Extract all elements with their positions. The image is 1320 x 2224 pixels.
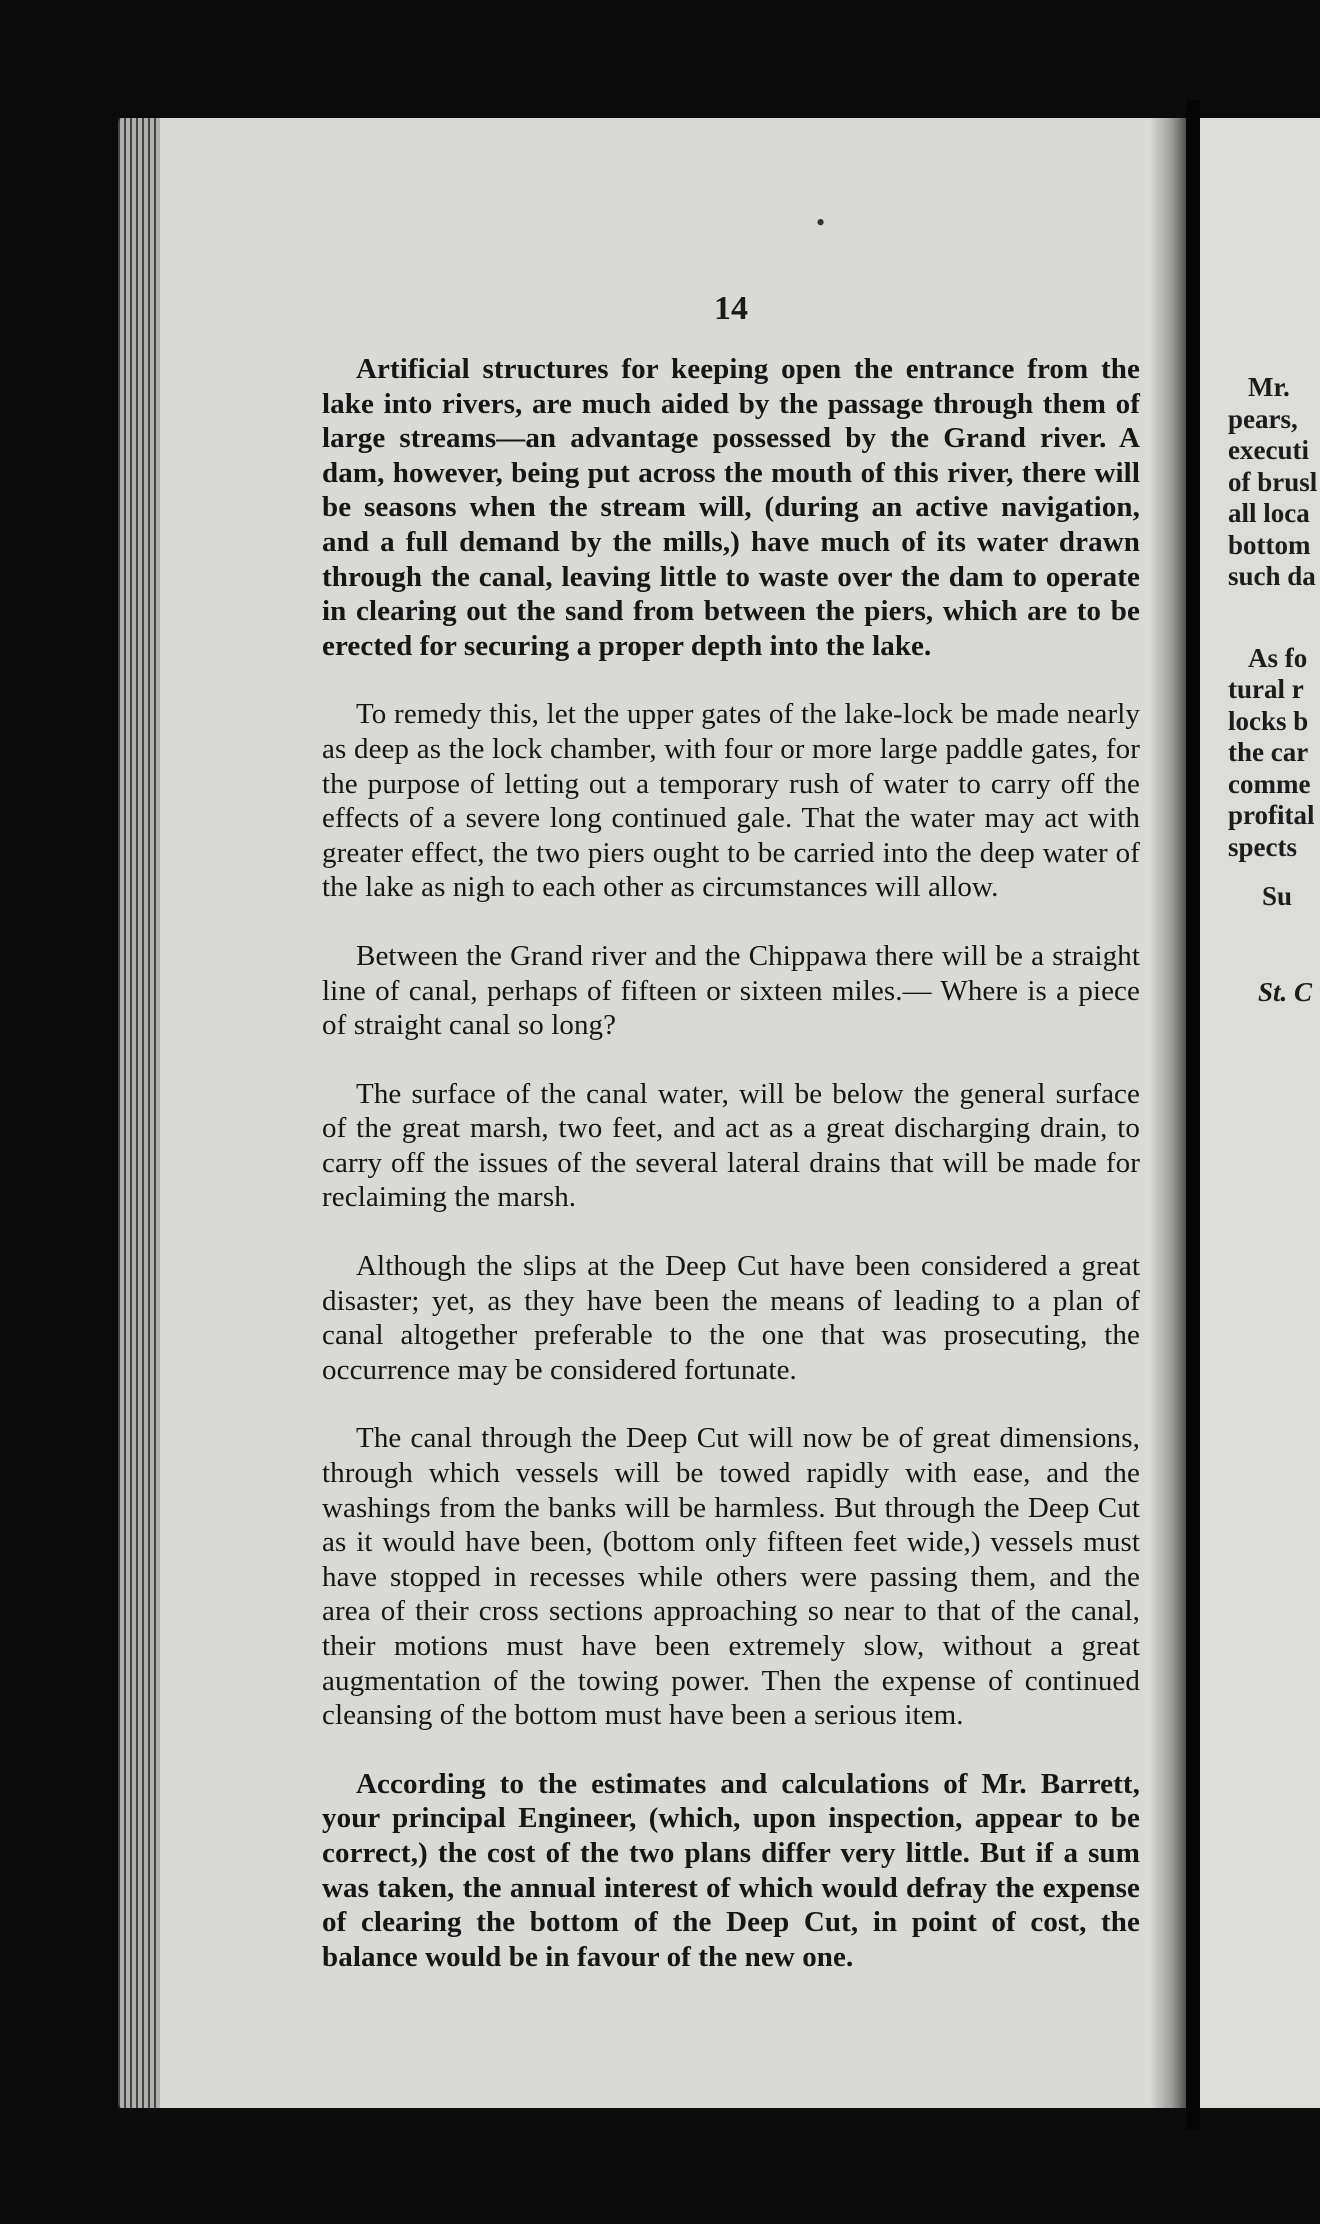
ink-speck: • [816,208,826,237]
right-line: of brusl [1228,466,1318,497]
right-line: spects [1228,831,1297,862]
right-line: all loca [1228,498,1310,528]
right-line: such da [1228,561,1316,591]
right-page-text [1228,372,1320,1008]
right-line: executi [1228,435,1309,465]
paragraph-1: Artificial structures for keeping open the entrance from the lake into rivers, are much aided by the passage through them of large streams—an advantage possessed by the Grand river. A dam, however, being put across the mouth of this river, there will be seasons when the stream will, (during an active navigation, and a full demand by the mills,) have much of its water drawn through the canal, leaving little to waste over the dam to operate in clearing out the sand from between the piers, which are to be erected for securing a proper depth into the lake. [322,353,1140,662]
page-edges [118,118,160,2108]
paragraph-5: Although the slips at the Deep Cut have been considered a great disaster; yet, as they have been the means of leading to a plan of canal altogether preferable to the one that was prosecuting, the occurrence may be considered fortunate. [322,1250,1140,1386]
left-page-text [322,352,1140,2008]
book-spine [1186,100,1200,2130]
page-number: 14 [714,290,748,327]
paragraph-7: According to the estimates and calculations of Mr. Barrett, your principal Engineer, (which, upon inspection, appear to be correct,) the cost of the two plans differ very little. But if a sum was taken, the annual interest of which would defray the expense of clearing the bottom of the Deep Cut, in point of cost, the balance would be in favour of the new one. [322,1767,1140,1973]
right-line: Mr. [1248,372,1290,402]
paragraph-4: The surface of the canal water, will be below the general surface of the great marsh, two feet, and act as a great discharging drain, to carry off the issues of the several lateral drains that will be made for reclaiming the marsh. [322,1077,1140,1214]
right-line: tural r [1228,674,1304,704]
right-line: profital [1228,800,1315,830]
right-line: St. C [1258,976,1313,1007]
paragraph-3: Between the Grand river and the Chippawa there will be a straight line of canal, perhaps of fifteen or sixteen miles.— Where is a piece of straight canal so long? [322,939,1140,1042]
right-line: Su [1262,881,1293,911]
right-line: locks b [1228,705,1309,736]
right-line: bottom [1228,529,1311,560]
right-line: As fo [1248,642,1308,673]
book-gutter [1150,118,1190,2108]
paragraph-2: To remedy this, let the upper gates of the lake-lock be made nearly as deep as the lock chamber, with four or more large paddle gates, for the purpose of letting out a temporary rush of water to carry off the effects of a severe long continued gale. That the water may act with greater effect, the two piers ought to be carried into the deep water of the lake as nigh to each other as circumstances will allow. [322,698,1140,904]
right-line: comme [1228,768,1311,799]
right-line: pears, [1228,403,1298,434]
right-line: the car [1228,737,1309,767]
paragraph-6: The canal through the Deep Cut will now be of great dimensions, through which vessels will be towed rapidly with ease, and the washings from the banks will be harmless. But through the Deep Cut as it would have been, (bottom only fifteen feet wide,) vessels must have stopped in recesses while others were passing them, and the area of their cross sections approaching so near to that of the canal, their motions must have been extremely slow, without a great augmentation of the towing power. Then the expense of continued cleansing of the bottom must have been a serious item. [322,1422,1140,1732]
